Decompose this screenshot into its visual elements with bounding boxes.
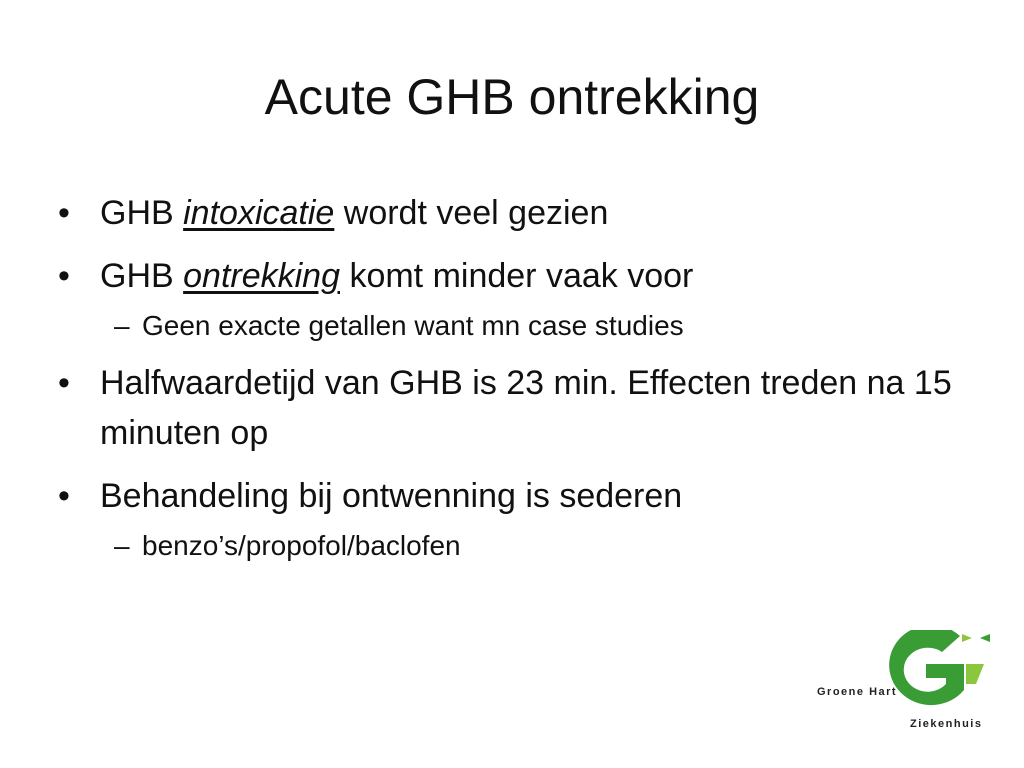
bullet-marker: • <box>58 257 70 295</box>
sub-bullet-text: Geen exacte getallen want mn case studies <box>142 310 684 341</box>
bullet-text: wordt veel gezien <box>334 194 609 232</box>
emphasized-term: ontrekking <box>183 257 340 295</box>
bullet-marker: • <box>58 194 70 232</box>
bullet-item <box>58 358 958 458</box>
bullet-marker: • <box>58 364 70 402</box>
bullet-item <box>58 251 958 301</box>
bullet-item <box>58 188 958 238</box>
bullet-text: Halfwaardetijd van GHB is 23 min. Effecten treden na 15 minuten op <box>100 364 952 452</box>
dash-marker: – <box>114 530 130 561</box>
sub-bullet-item <box>58 527 958 565</box>
sub-bullet-text: benzo’s/propofol/baclofen <box>142 530 461 561</box>
bullet-text: GHB <box>100 257 184 295</box>
dash-marker: – <box>114 310 130 341</box>
groene-hart-logo <box>812 630 994 740</box>
slide-title: Acute GHB ontrekking <box>264 69 760 125</box>
logo-text-top: Groene Hart <box>817 686 898 698</box>
sub-bullet-item <box>58 307 958 345</box>
bullet-list <box>58 188 958 565</box>
bullet-text: Behandeling bij ontwenning is sederen <box>100 477 683 515</box>
bullet-text: GHB <box>100 194 184 232</box>
logo-text-bottom: Ziekenhuis <box>910 718 983 730</box>
bullet-marker: • <box>58 477 70 515</box>
emphasized-term: intoxicatie <box>183 194 335 232</box>
bullet-text: komt minder vaak voor <box>340 257 694 295</box>
groene-hart-g-logo-icon <box>868 630 994 718</box>
bullet-item <box>58 471 958 521</box>
